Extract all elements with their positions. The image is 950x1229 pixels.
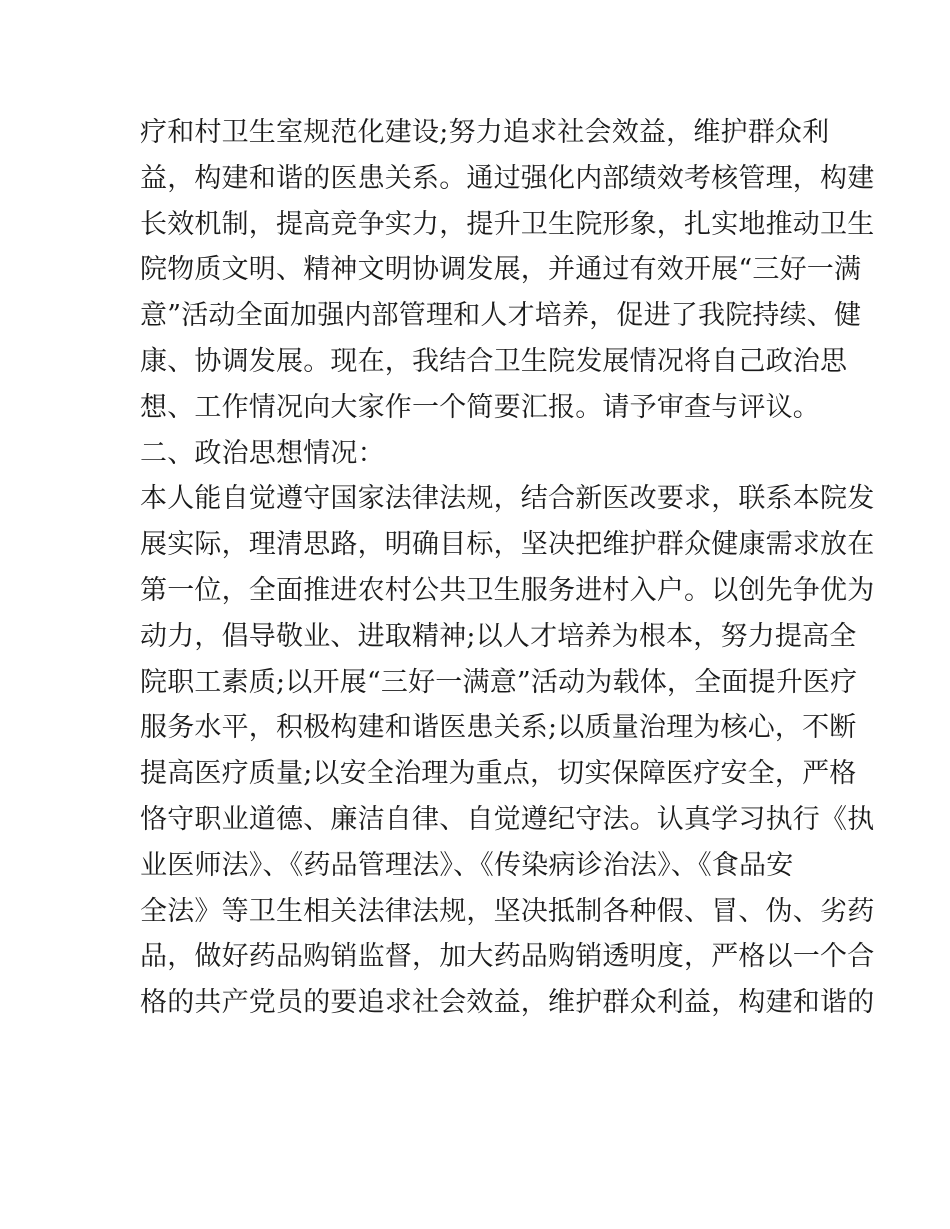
body-line: 动力，倡导敬业、进取精神;以人才培养为根本，努力提高全 bbox=[140, 620, 857, 652]
body-line: 益，构建和谐的医患关系。通过强化内部绩效考核管理，构建 bbox=[140, 162, 875, 194]
body-line: 恪守职业道德、廉洁自律、自觉遵纪守法。认真学习执行《执 bbox=[140, 803, 875, 835]
body-line: 院物质文明、精神文明协调发展，并通过有效开展“三好一满 bbox=[140, 254, 862, 286]
body-line: 想、工作情况向大家作一个简要汇报。请予审查与评议。 bbox=[140, 391, 820, 423]
body-line: 意”活动全面加强内部管理和人才培养，促进了我院持续、健 bbox=[140, 300, 862, 332]
body-line: 提高医疗质量;以安全治理为重点，切实保障医疗安全，严格 bbox=[140, 758, 857, 790]
body-line: 本人能自觉遵守国家法律法规，结合新医改要求，联系本院发 bbox=[140, 483, 875, 515]
body-line: 长效机制，提高竞争实力，提升卫生院形象，扎实地推动卫生 bbox=[140, 208, 875, 240]
body-line: 业医师法》、《药品管理法》、《传染病诊治法》、《食品安 bbox=[140, 849, 794, 881]
body-line: 第一位，全面推进农村公共卫生服务进村入户。以创先争优为 bbox=[140, 574, 875, 606]
body-line: 服务水平，积极构建和谐医患关系;以质量治理为核心，不断 bbox=[140, 712, 857, 744]
section-heading: 二、政治思想情况： bbox=[140, 437, 385, 469]
body-line: 全法》等卫生相关法律法规，坚决抵制各种假、冒、伪、劣药 bbox=[140, 895, 875, 927]
body-line: 展实际，理清思路，明确目标，坚决把维护群众健康需求放在 bbox=[140, 529, 875, 561]
body-line: 格的共产党员的要追求社会效益，维护群众利益，构建和谐的 bbox=[140, 987, 875, 1019]
document-body bbox=[140, 110, 875, 1026]
body-line: 疗和村卫生室规范化建设;努力追求社会效益，维护群众利 bbox=[140, 117, 830, 148]
body-line: 康、协调发展。现在，我结合卫生院发展情况将自己政治思 bbox=[140, 345, 848, 377]
body-line: 院职工素质;以开展“三好一满意”活动为载体，全面提升医疗 bbox=[140, 666, 858, 698]
body-line: 品，做好药品购销监督，加大药品购销透明度，严格以一个合 bbox=[140, 941, 875, 973]
